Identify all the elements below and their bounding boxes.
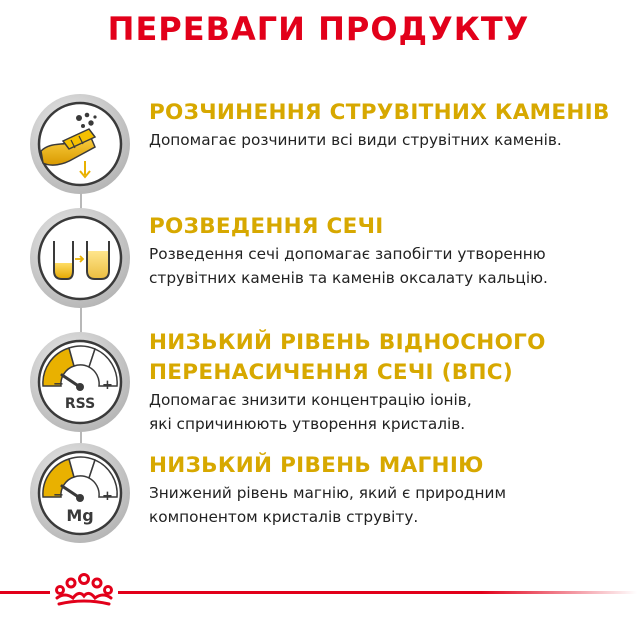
svg-text:+: +: [102, 378, 113, 393]
benefit-description: [149, 388, 472, 436]
benefit-description: [149, 128, 562, 152]
royal-canin-crown-logo: [47, 570, 121, 614]
benefit-description-line: струвітних каменів та каменів оксалату кальцію.: [149, 269, 548, 287]
gauge-label: RSS: [64, 396, 96, 412]
benefit-description-line: Розведення сечі допомагає запобігти утворенню: [149, 245, 546, 263]
page-title: ПЕРЕВАГИ ПРОДУКТУ: [107, 10, 530, 48]
benefit-heading: [149, 328, 546, 388]
benefit-description-line: Допомагає знизити концентрацію іонів,: [149, 391, 472, 409]
benefit-description: [149, 481, 506, 529]
benefit-description-line: які спричинюють утворення кристалів.: [149, 415, 466, 433]
benefit-description: [149, 242, 548, 290]
benefit-heading: РОЗВЕДЕННЯ СЕЧІ: [149, 214, 384, 239]
benefit-description-line: Допомагає розчинити всі види струвітних каменів.: [149, 131, 562, 149]
svg-text:−: −: [53, 377, 64, 392]
magnesium-gauge-icon: [29, 442, 131, 544]
benefit-heading: НИЗЬКИЙ РІВЕНЬ МАГНІЮ: [149, 453, 484, 478]
svg-text:−: −: [53, 488, 64, 503]
footer-divider-right: [118, 591, 637, 594]
svg-text:+: +: [102, 489, 113, 504]
footer-divider-left: [0, 591, 50, 594]
gauge-label: Mg: [66, 506, 94, 525]
benefit-heading: РОЗЧИНЕННЯ СТРУВІТНИХ КАМЕНІВ: [149, 100, 610, 125]
benefit-heading-line: НИЗЬКИЙ РІВЕНЬ ВІДНОСНОГО: [149, 330, 546, 355]
urine-dilution-icon: [29, 207, 131, 309]
benefit-description-line: Знижений рівень магнію, який є природним: [149, 484, 506, 502]
benefit-heading-line: ПЕРЕНАСИЧЕННЯ СЕЧІ (ВПС): [149, 360, 513, 385]
rss-gauge-icon: [29, 331, 131, 433]
benefit-description-line: компонентом кристалів струвіту.: [149, 508, 419, 526]
dissolving-stones-icon: [29, 93, 131, 195]
